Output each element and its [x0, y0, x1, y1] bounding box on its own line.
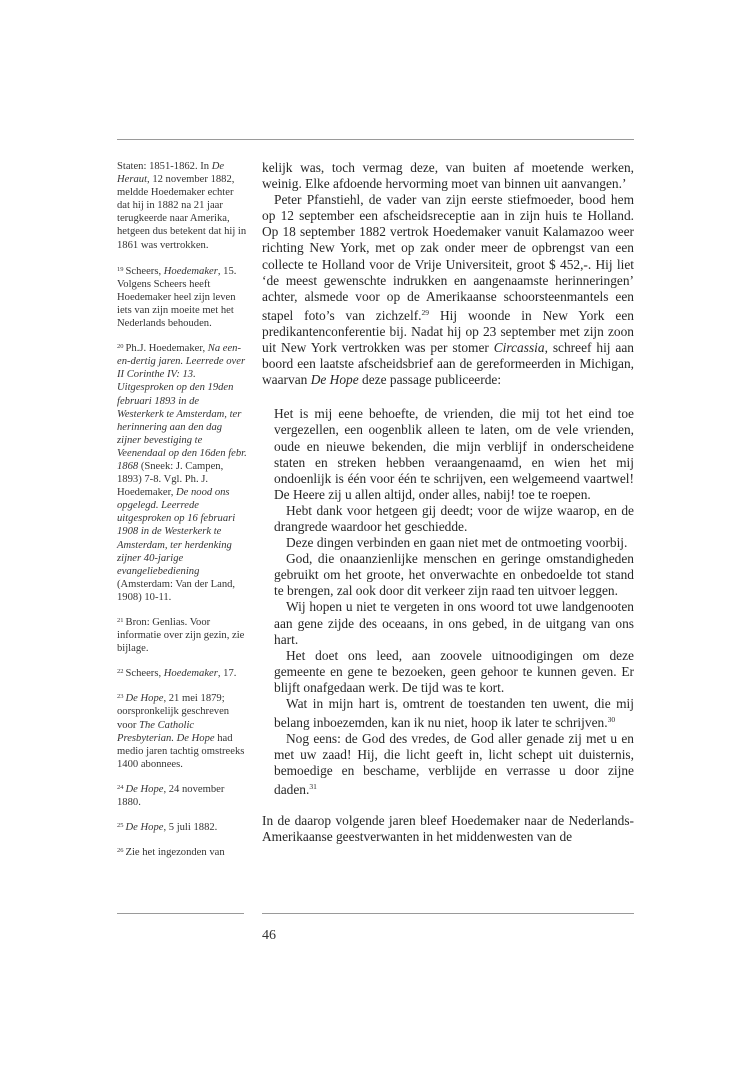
text-run: (Amsterdam: Van der Land, 1908) 10-11.: [117, 578, 236, 603]
text-run: Deze dingen verbinden en gaan niet met de ontmoeting voorbij.: [286, 535, 628, 551]
footnote-number: 26: [117, 847, 124, 855]
text-run: Het doet ons leed, aan zoovele uitnoodigingen om deze gemeente en gene te bezoeken, geen gehoor te kunnen geven. Er blijft onafgedaan werk. De tijd was te kort.: [274, 647, 634, 695]
footnote: [117, 614, 247, 655]
text-run: Scheers,: [125, 265, 164, 277]
text-run: , 5 juli 1882.: [163, 822, 218, 834]
body-text-bottom: [262, 813, 634, 845]
body-text-top: [262, 160, 634, 388]
paragraph: [274, 503, 634, 535]
italic-run: Circassia: [493, 340, 545, 356]
paragraph: [274, 535, 634, 551]
footnote: [117, 690, 247, 771]
paragraph: [274, 648, 634, 696]
footnote-column: [117, 160, 247, 869]
italic-run: Na een-en-dertig jaren. Leerrede over II Corinthe IV: 13. Uitgesproken op den 19den februari 1893 in de Westerkerk te Amsterdam, ter herinnering aan den dag zijner bevestiging te Veenendaal op den 16den febr. 1868: [117, 343, 247, 472]
italic-run: De Hope: [310, 372, 359, 388]
text-run: Staten: 1851-1862. In: [117, 161, 212, 172]
paragraph: [274, 731, 634, 798]
text-run: Ph.J. Hoedemaker,: [125, 343, 208, 355]
text-run: Nog eens: de God des vredes, de God aller genade zij met u en met uw zaad! Hij, die licht geeft in, licht schept uit duisternis, bemoedige en beschame, verblijde en verrasse u door zijne daden.: [274, 731, 634, 798]
paragraph: [274, 599, 634, 647]
paragraph: [274, 551, 634, 599]
text-run: , 15. Volgens Scheers heeft Hoedemaker heel zijn leven iets van zijn moeite met het Nederlands behouden.: [117, 265, 237, 330]
footnote: [117, 819, 247, 834]
text-run: , 17.: [217, 668, 237, 680]
text-run: Wij hopen u niet te vergeten in ons woord tot uwe landgenooten aan gene zijde des oceaans, in ons gebed, in de uitgang van ons hart.: [274, 599, 634, 647]
italic-run: Hoedemaker: [163, 265, 218, 277]
footnote: [117, 160, 247, 252]
paragraph: [262, 160, 634, 192]
main-text-column: [262, 160, 634, 845]
text-run: , 12 november 1882, meldde Hoedemaker echter dat hij in 1882 na 21 jaar terugkeerde naar Amerika, hetgeen dus betekent dat hij in 1861 was vertrokken.: [117, 174, 247, 251]
footnote-number: 19: [117, 265, 124, 273]
body-bottom-rule: [262, 913, 634, 914]
paragraph: [262, 813, 634, 845]
footnote: [117, 665, 247, 680]
text-run: (Sneek: J. Campen, 1893) 7-8. Vgl. Ph. J. Hoedemaker,: [117, 460, 224, 499]
text-run: Zie het ingezonden van: [125, 847, 225, 859]
text-run: God, die onaanzienlijke menschen en geringe omstandigheden gebruikt om het groote, het onverwachte en onbedoelde tot stand te brengen, zal ook door dit verkeer zijn raad ten uitvoer leggen.: [274, 551, 634, 599]
text-run: Wat in mijn hart is, omtrent de toestanden ten uwent, die mij belang inboezemden, kan ik nu niet, hoop ik later te schrijven.: [274, 696, 634, 731]
footnote: [117, 781, 247, 809]
italic-run: The Catholic Presbyterian. De Hope: [117, 719, 215, 744]
text-run: , 24 november 1880.: [117, 783, 225, 809]
footnote-bottom-rule: [117, 913, 244, 914]
footnote: [117, 844, 247, 859]
footnote: [117, 263, 247, 330]
italic-run: De Hope: [125, 822, 164, 834]
block-quote: [274, 406, 634, 798]
header-rule: [117, 139, 634, 140]
footnote-ref: 30: [607, 715, 616, 725]
text-run: Scheers,: [125, 668, 164, 680]
italic-run: De nood ons opgelegd. Leerrede uitgesproken op 16 februari 1908 in de Westerkerk te Amsterdam, ter herdenking zijner 40-jarige evangeliebediening: [117, 487, 236, 577]
page-number: 46: [262, 928, 276, 943]
footnote-number: 23: [117, 693, 124, 701]
text-run: kelijk was, toch vermag deze, van buiten af moetende werken, weinig. Elke afdoende hervorming moet van binnen uit aanvangen.’: [262, 160, 634, 192]
text-run: Hebt dank voor hetgeen gij deedt; voor de wijze waarop, en de drangrede waardoor het geschiedde.: [274, 502, 634, 534]
paragraph: [274, 696, 634, 731]
text-run: Het is mij eene behoefte, de vrienden, die mij tot het eind toe vergezellen, een oogenblik alleen te laten, om de vele vrienden, oude en nieuwe bekenden, die mijn verblijf in onderscheidene staten en streken hebben veraangenaamd, en wien het mij ondoenlijk is één voor één te schrijven, een welgemeend vaartwel! De Heere zij u allen altijd, onder alles, nabij! toe te roepen.: [274, 406, 634, 502]
footnote-number: 21: [117, 617, 124, 624]
italic-run: De Hope: [125, 693, 164, 705]
footnote-ref: 31: [309, 782, 317, 792]
italic-run: Hoedemaker: [163, 668, 218, 680]
italic-run: De Heraut: [117, 161, 225, 186]
paragraph: [262, 192, 634, 388]
footnote-number: 22: [117, 668, 124, 676]
footnote: [117, 340, 247, 604]
text-run: In de daarop volgende jaren bleef Hoedemaker naar de Nederlands-Amerikaanse geestverwanten in het middenwesten van de: [262, 812, 634, 844]
italic-run: De Hope: [125, 783, 164, 795]
footnote-ref: 29: [421, 307, 430, 317]
text-run: deze passage publiceerde:: [358, 372, 502, 388]
text-run: , 21 mei 1879; oorspronkelijk geschreven voor: [117, 693, 230, 731]
footnote-number: 25: [117, 822, 124, 830]
footnote-number: 20: [117, 343, 124, 351]
paragraph: [274, 406, 634, 503]
text-run: had medio jaren tachtig omstreeks 1400 abonnees.: [117, 732, 245, 770]
footnote-number: 24: [117, 783, 124, 791]
text-run: Hij woonde in New York een predikantenconferentie bij. Nadat hij op 23 september met zijn zoon uit New York vertrokken was per stomer: [262, 307, 634, 356]
text-run: Peter Pfanstiehl, de vader van zijn eerste stiefmoeder, bood hem op 12 september een afscheidsreceptie aan in zijn huis te Holland. Op 18 september 1882 vertrok Hoedemaker vanuit Kalamazoo weer richting New York, met op zak onder meer de opbrengst van een collecte te Holland voor de Vrije Universiteit, groot $ 452,-. Hij liet ‘de meest gewenschte indrukken en aangenaamste herinneringen’ achter, alsmede voor op de Amerikaanse schoorsteenmantels een stapel foto’s van zichzelf.: [262, 192, 634, 323]
text-run: , schreef hij aan boord een laatste afscheidsbrief aan de gereformeerden in Michigan, waarvan: [262, 340, 635, 388]
text-run: Bron: Genlias. Voor informatie over zijn gezin, zie bijlage.: [117, 617, 245, 655]
